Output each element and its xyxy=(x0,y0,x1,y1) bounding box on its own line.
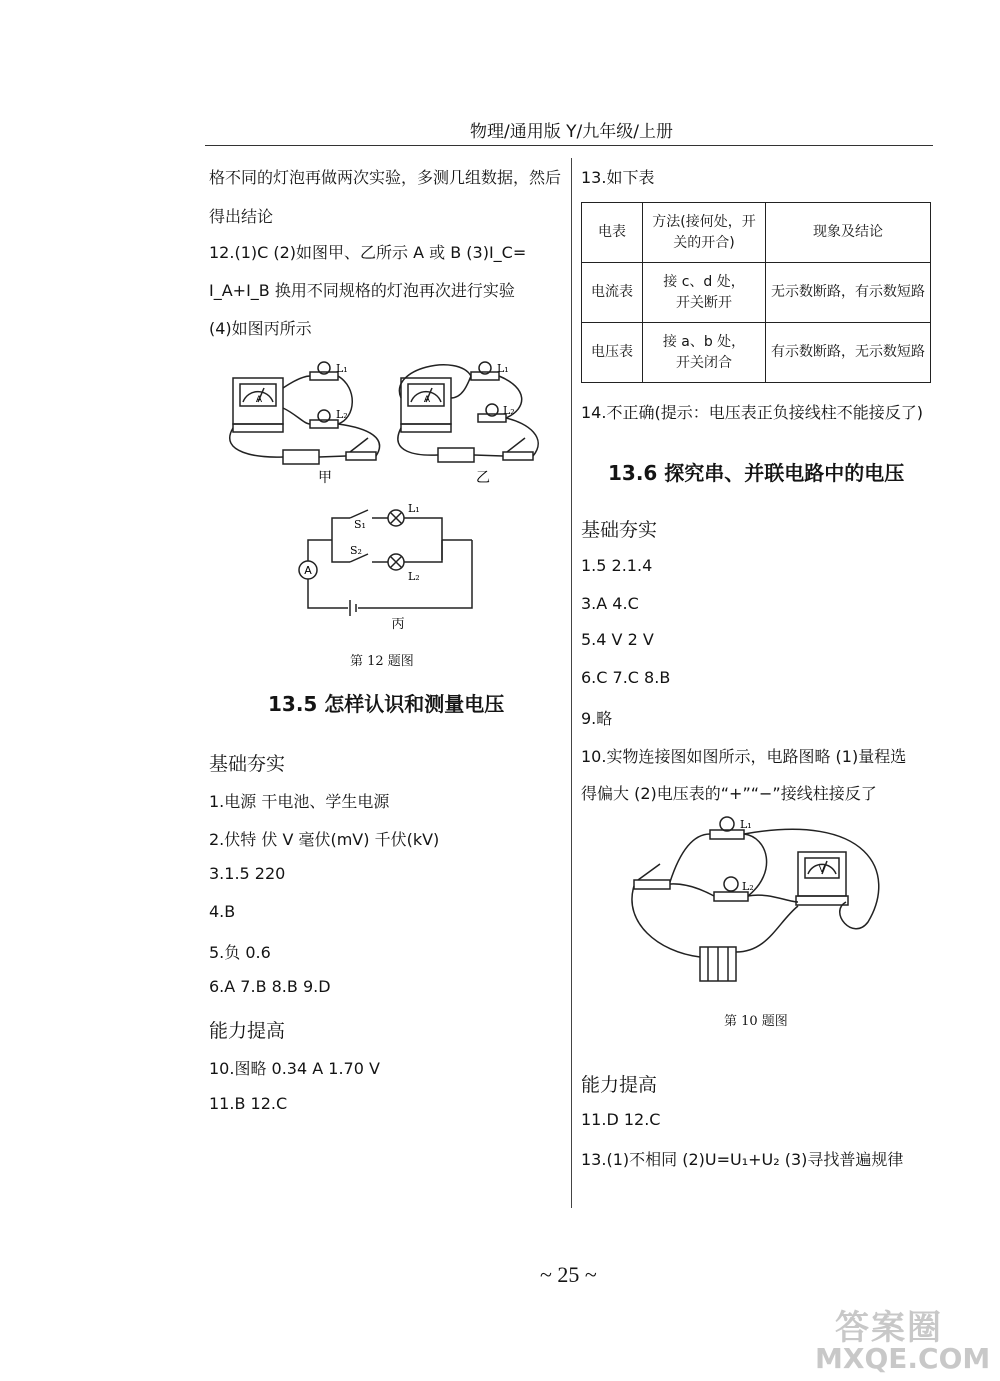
answer-item: 10.图略 0.34 A 1.70 V xyxy=(209,1059,380,1078)
answer-item: 1.电源 干电池、学生电源 xyxy=(209,792,390,811)
figure-12-caption: 第 12 题图 xyxy=(350,654,414,669)
section-title-13-5: 13.5 怎样认识和测量电压 xyxy=(268,692,505,716)
lamp-label-l1: L₁ xyxy=(408,502,420,515)
answer-item: 5.负 0.6 xyxy=(209,943,271,962)
subheading-ability: 能力提高 xyxy=(209,1020,286,1042)
figure-label-jia: 甲 xyxy=(318,470,332,486)
bulb-label-l2: L₂ xyxy=(336,408,348,421)
answer-item: 6.C 7.C 8.B xyxy=(581,668,671,687)
column-divider xyxy=(571,158,572,1208)
answer-14: 14.不正确(提示：电压表正负接线柱不能接反了) xyxy=(581,403,923,422)
table-cell-method xyxy=(643,263,766,323)
method-line2: 开关断开 xyxy=(676,294,732,311)
answer-item: 3.A 4.C xyxy=(581,594,639,613)
switch-label-s1: S₁ xyxy=(354,518,366,531)
answer-item: 5.4 V 2 V xyxy=(581,630,654,649)
ammeter-symbol-label: A xyxy=(304,564,312,577)
table-cell-meter: 电压表 xyxy=(582,323,643,383)
answer-12-line2: I_A+I_B 换用不同规格的灯泡再次进行实验 xyxy=(209,281,515,300)
answer-item: 1.5 2.1.4 xyxy=(581,556,653,575)
bulb-label-l1: L₁ xyxy=(497,362,509,375)
answer-item: 6.A 7.B 8.B 9.D xyxy=(209,977,331,996)
section-title-13-6: 13.6 探究串、并联电路中的电压 xyxy=(608,461,905,485)
figure-12-circuit-diagram xyxy=(292,500,482,635)
text-line: 得出结论 xyxy=(209,207,274,226)
bulb-label-l1: L₁ xyxy=(336,362,348,375)
answer-item: 9.略 xyxy=(581,709,613,728)
bulb-label-l1: L₁ xyxy=(740,818,752,831)
table-header-result: 现象及结论 xyxy=(766,203,931,263)
table-row xyxy=(582,323,931,383)
subheading-basic: 基础夯实 xyxy=(209,753,286,775)
text-line: 格不同的灯泡再做两次实验，多测几组数据，然后 xyxy=(209,168,562,187)
answer-item: 11.B 12.C xyxy=(209,1094,288,1113)
figure-label-yi: 乙 xyxy=(476,470,490,486)
running-header: 物理/通用版 Y/九年级/上册 xyxy=(470,122,673,142)
answer-12-line3: (4)如图丙所示 xyxy=(209,319,312,338)
voltmeter-label: V xyxy=(818,865,826,875)
figure-label-bing: 丙 xyxy=(391,617,405,632)
table-cell-meter: 电流表 xyxy=(582,263,643,323)
table-header-method-line2: 关的开合) xyxy=(673,234,735,251)
subheading-basic: 基础夯实 xyxy=(581,519,658,541)
header-rule xyxy=(205,145,933,146)
table-header-method-line1: 方法(接何处，开 xyxy=(652,213,756,230)
answer-12-line1: 12.(1)C (2)如图甲、乙所示 A 或 B (3)I_C= xyxy=(209,243,527,262)
ammeter-label: A xyxy=(255,395,263,405)
table-header-meter: 电表 xyxy=(582,203,643,263)
lamp-label-l2: L₂ xyxy=(408,570,420,583)
figure-10-physical-circuit xyxy=(628,812,886,992)
bulb-label-l2: L₂ xyxy=(503,404,515,417)
answer-item: 得偏大 (2)电压表的“+”“−”接线柱接反了 xyxy=(581,784,877,803)
answer-table xyxy=(581,202,931,383)
bulb-label-l2: L₂ xyxy=(742,880,754,893)
ammeter-label: A xyxy=(423,395,431,405)
page-number: ~ 25 ~ xyxy=(540,1262,597,1287)
subheading-ability: 能力提高 xyxy=(581,1074,658,1096)
answer-item: 13.(1)不相同 (2)U=U₁+U₂ (3)寻找普遍规律 xyxy=(581,1150,904,1169)
answer-13-intro: 13.如下表 xyxy=(581,168,655,187)
table-row xyxy=(582,263,931,323)
answer-item: 10.实物连接图如图所示，电路图略 (1)量程选 xyxy=(581,747,907,766)
method-line2: 开关闭合 xyxy=(676,354,732,371)
answer-item: 4.B xyxy=(209,902,236,921)
figure-10-caption: 第 10 题图 xyxy=(724,1014,788,1029)
table-header-method xyxy=(643,203,766,263)
answer-item: 2.伏特 伏 V 毫伏(mV) 千伏(kV) xyxy=(209,830,440,849)
table-cell-method xyxy=(643,323,766,383)
answer-item: 11.D 12.C xyxy=(581,1110,661,1129)
watermark xyxy=(815,1300,990,1380)
answer-item: 3.1.5 220 xyxy=(209,864,286,883)
watermark-bottom: MXQE.COM xyxy=(815,1342,991,1375)
table-cell-result: 无示数断路，有示数短路 xyxy=(766,263,931,323)
table-cell-result: 有示数断路，无示数短路 xyxy=(766,323,931,383)
figure-12-physical-circuits xyxy=(228,358,558,488)
method-line1: 接 a、b 处， xyxy=(662,333,746,350)
switch-label-s2: S₂ xyxy=(350,544,362,557)
method-line1: 接 c、d 处， xyxy=(663,273,745,290)
watermark-top: 答案圈 xyxy=(835,1308,943,1348)
